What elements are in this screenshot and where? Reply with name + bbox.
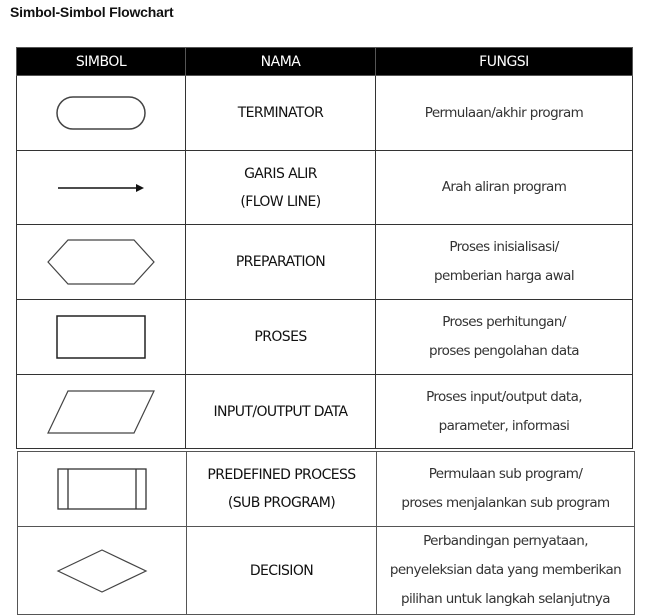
function-cell: Proses perhitungan/ proses pengolahan data [376,300,633,375]
predefined-process-icon [56,467,148,511]
symbol-cell [17,151,186,225]
table-row [17,76,633,151]
name-cell: PREPARATION [186,225,376,300]
page-title: Simbol-Simbol Flowchart [10,4,174,20]
process-rectangle-icon [55,314,147,360]
symbol-cell [17,375,186,449]
name-cell: TERMINATOR [186,76,376,151]
input-output-parallelogram-icon [46,389,156,435]
function-cell: Proses inisialisasi/ pemberian harga awal [376,225,633,300]
table-row [17,300,633,375]
table-row [17,151,633,225]
function-cell: Permulaan/akhir program [376,76,633,151]
table-header-row [17,48,633,76]
table-row [17,225,633,300]
function-cell: Arah aliran program [376,151,633,225]
flowchart-symbols-table-continued [17,451,635,615]
function-cell: Permulaan sub program/ proses menjalankan sub program [377,452,635,527]
flowchart-symbols-table [16,47,633,449]
symbol-cell [17,300,186,375]
decision-diamond-icon [56,548,148,594]
terminator-icon [55,95,147,131]
header-nama: NAMA [186,48,376,76]
name-cell: GARIS ALIR (FLOW LINE) [186,151,376,225]
function-cell: Proses input/output data, parameter, informasi [376,375,633,449]
table-row [18,452,635,527]
symbol-cell [17,76,186,151]
name-cell: PROSES [186,300,376,375]
symbol-cell [18,527,187,615]
header-fungsi: FUNGSI [376,48,633,76]
flow-line-arrow-icon [56,182,146,194]
function-cell: Perbandingan pernyataan, penyeleksian data yang memberikan pilihan untuk langkah selanjutnya [377,527,635,615]
name-cell: INPUT/OUTPUT DATA [186,375,376,449]
table-row [17,375,633,449]
name-cell: PREDEFINED PROCESS (SUB PROGRAM) [187,452,377,527]
symbol-cell [17,225,186,300]
preparation-hexagon-icon [46,238,156,286]
name-cell: DECISION [187,527,377,615]
symbol-cell [18,452,187,527]
table-row [18,527,635,615]
header-simbol: SIMBOL [17,48,186,76]
